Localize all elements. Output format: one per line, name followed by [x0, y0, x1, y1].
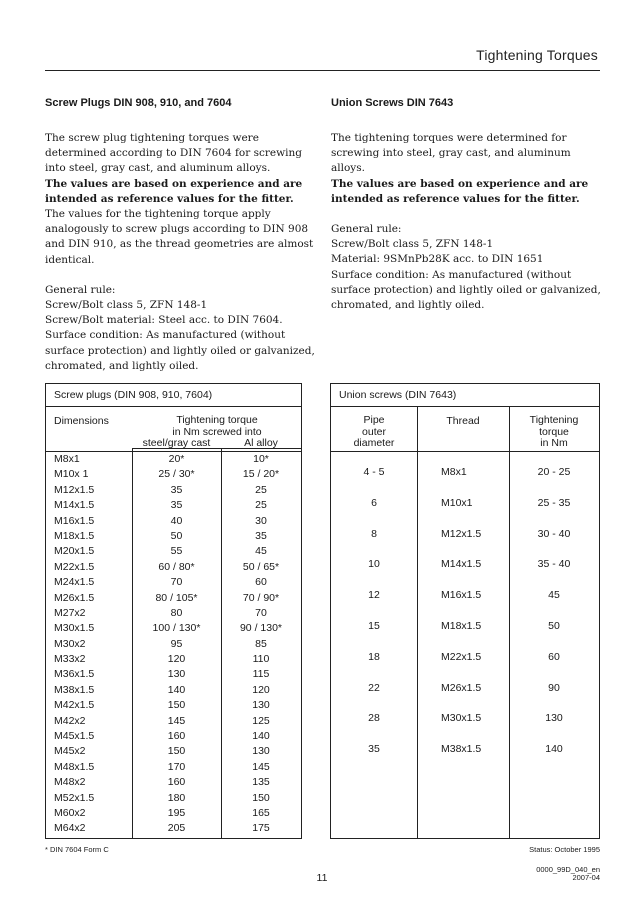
table-row — [331, 743, 599, 774]
cell-dimension: M22x1.5 — [54, 560, 95, 573]
cell-steel-torque: 160 — [167, 730, 186, 743]
table-row — [331, 712, 599, 743]
footnote: * DIN 7604 Form C — [45, 845, 109, 854]
paragraph: The values for the tightening torque apply analogously to screw plugs according to DIN 908 and DIN 910, as the thread geometries are almost identical. — [45, 208, 314, 266]
header-pipe-line2: outer — [362, 425, 386, 438]
cell-al-torque: 150 — [252, 791, 270, 804]
cell-torque: 30 - 40 — [537, 527, 571, 540]
cell-al-torque: 25 — [255, 483, 267, 496]
cell-al-torque: 50 / 65* — [242, 560, 280, 573]
paragraph: The tightening torques were determined for screwing into steel, gray cast, and aluminum alloys. — [331, 132, 571, 175]
cell-al-torque: 10* — [253, 453, 269, 465]
status-text: Status: October 1995 — [529, 845, 600, 854]
general-rule-line: Surface condition: As manufactured (without surface protection) and lightly oiled or galvanized, chromated, and lightly oiled. — [45, 329, 315, 372]
cell-steel-torque: 20* — [168, 453, 185, 465]
table-row — [46, 806, 301, 821]
caption-divider — [46, 406, 301, 407]
cell-pipe-diameter: 18 — [368, 650, 380, 663]
cell-dimension: M20x1.5 — [54, 545, 95, 558]
cell-al-torque: 125 — [252, 714, 270, 727]
cell-steel-torque: 130 — [167, 668, 186, 681]
cell-torque: 130 — [545, 712, 563, 725]
table-row — [46, 729, 301, 744]
header-tq-line1: Tightening — [529, 414, 579, 426]
header-al-alloy: Al alloy — [244, 437, 278, 449]
cell-al-torque: 15 / 20* — [242, 468, 280, 481]
cell-steel-torque: 145 — [167, 714, 186, 727]
cell-steel-torque: 95 — [170, 637, 183, 650]
header-subdivider — [132, 448, 301, 449]
table-row — [46, 514, 301, 529]
table-row — [46, 714, 301, 729]
cell-al-torque: 115 — [252, 668, 270, 681]
cell-al-torque: 130 — [252, 745, 270, 758]
cell-torque: 140 — [545, 743, 563, 756]
cell-steel-torque: 80 / 105* — [155, 591, 198, 604]
table-row — [46, 698, 301, 713]
cell-al-torque: 70 / 90* — [242, 591, 280, 604]
cell-torque: 35 - 40 — [537, 558, 571, 571]
cell-al-torque: 35 — [255, 529, 267, 542]
paragraph: The values are based on experience and are intended as reference values for the fitter. — [331, 177, 589, 205]
table-row — [46, 544, 301, 559]
cell-al-torque: 70 — [255, 606, 267, 619]
cell-steel-torque: 40 — [170, 514, 183, 527]
table-row — [46, 529, 301, 544]
cell-al-torque: 140 — [252, 730, 270, 743]
cell-torque: 25 - 35 — [537, 496, 571, 509]
table-row — [46, 483, 301, 498]
table-row — [46, 683, 301, 698]
cell-al-torque: 90 / 130* — [239, 622, 283, 635]
cell-thread: M16x1.5 — [441, 589, 482, 602]
section-title: Screw Plugs DIN 908, 910, and 7604 — [45, 97, 232, 109]
paragraph-gap — [45, 268, 317, 283]
cell-thread: M22x1.5 — [441, 650, 482, 663]
header-pipe-line1: Pipe — [363, 414, 385, 426]
cell-steel-torque: 60 / 80* — [158, 560, 195, 573]
header-rule — [45, 70, 600, 71]
cell-dimension: M64x2 — [54, 822, 86, 835]
cell-steel-torque: 150 — [167, 699, 186, 712]
cell-steel-torque: 55 — [170, 545, 183, 558]
general-rule-line: Surface condition: As manufactured (without surface protection) and lightly oiled or galvanized, chromated, and lightly oiled. — [331, 268, 601, 312]
cell-al-torque: 25 — [255, 499, 267, 512]
cell-al-torque: 130 — [252, 699, 270, 712]
document-id — [536, 866, 600, 882]
cell-dimension: M45x2 — [54, 745, 86, 758]
cell-pipe-diameter: 10 — [368, 558, 380, 571]
cell-al-torque: 145 — [252, 760, 270, 773]
cell-dimension: M26x1.5 — [54, 591, 95, 604]
general-rule-line: General rule: — [45, 283, 116, 296]
cell-steel-torque: 35 — [170, 483, 183, 496]
cell-dimension: M45x1.5 — [54, 730, 95, 743]
cell-dimension: M12x1.5 — [54, 483, 95, 496]
cell-steel-torque: 50 — [170, 529, 183, 542]
cell-pipe-diameter: 28 — [368, 712, 380, 725]
table-body — [331, 466, 599, 774]
table-row — [46, 791, 301, 806]
cell-al-torque: 60 — [255, 576, 267, 589]
screw-plugs-section — [45, 97, 317, 374]
cell-dimension: M48x1.5 — [54, 760, 95, 773]
table-caption: Screw plugs (DIN 908, 910, 7604) — [54, 389, 213, 401]
header-torque-line2: in Nm screwed into — [172, 425, 262, 438]
cell-pipe-diameter: 6 — [371, 496, 377, 509]
cell-torque: 50 — [548, 619, 560, 632]
doc-id-date: 2007-04 — [572, 873, 600, 882]
cell-dimension: M36x1.5 — [54, 668, 95, 681]
page-number: 11 — [316, 872, 328, 884]
header-tq-line3: in Nm — [540, 437, 568, 449]
cell-thread: M14x1.5 — [441, 558, 482, 571]
cell-thread: M8x1 — [441, 466, 467, 478]
general-rule-line: Screw/Bolt class 5, ZFN 148-1 — [45, 299, 208, 312]
table-row — [46, 591, 301, 606]
paragraph: The values are based on experience and are intended as reference values for the fitter. — [45, 177, 303, 205]
general-rule-line: Screw/Bolt material: Steel acc. to DIN 7604. — [45, 314, 283, 327]
cell-dimension: M30x2 — [54, 637, 86, 650]
cell-steel-torque: 150 — [167, 745, 186, 758]
caption-divider — [331, 406, 599, 407]
doc-id-code: 0000_99D_040_en — [536, 865, 600, 874]
cell-dimension: M10x 1 — [54, 468, 89, 481]
cell-thread: M18x1.5 — [441, 619, 482, 632]
general-rule-line: General rule: — [331, 223, 402, 236]
header-tightening-torque — [509, 415, 599, 450]
union-screws-section — [331, 97, 601, 313]
cell-dimension: M42x2 — [54, 714, 86, 727]
table-row — [46, 667, 301, 682]
cell-pipe-diameter: 22 — [368, 681, 380, 694]
table-row — [331, 682, 599, 713]
cell-thread: M38x1.5 — [441, 743, 482, 756]
header-tightening-torque — [132, 415, 302, 438]
header-pipe-line3: diameter — [353, 437, 395, 449]
cell-dimension: M8x1 — [54, 453, 80, 465]
cell-steel-torque: 100 / 130* — [152, 622, 201, 635]
header-tq-line2: torque — [539, 425, 569, 438]
cell-steel-torque: 80 — [170, 606, 183, 619]
table-row — [46, 452, 301, 467]
cell-steel-torque: 120 — [167, 653, 186, 666]
page-header-title: Tightening Torques — [476, 47, 598, 63]
cell-al-torque: 175 — [252, 822, 270, 835]
table-caption: Union screws (DIN 7643) — [339, 389, 457, 401]
table-row — [331, 589, 599, 620]
header-thread: Thread — [446, 415, 480, 427]
paragraph: The screw plug tightening torques were determined according to DIN 7604 for screwing into steel, gray cast, and aluminum alloys. — [45, 132, 302, 175]
cell-steel-torque: 70 — [170, 576, 183, 589]
cell-steel-torque: 195 — [167, 806, 186, 819]
table-row — [46, 821, 301, 836]
cell-dimension: M52x1.5 — [54, 791, 95, 804]
cell-steel-torque: 140 — [167, 683, 186, 696]
table-row — [331, 651, 599, 682]
table-row — [331, 558, 599, 589]
cell-torque: 45 — [548, 589, 560, 602]
cell-torque: 60 — [548, 650, 560, 663]
table-row — [46, 467, 301, 482]
cell-pipe-diameter: 8 — [371, 527, 377, 540]
table-row — [331, 497, 599, 528]
header-pipe-diameter — [331, 415, 417, 450]
cell-al-torque: 135 — [252, 776, 270, 789]
cell-dimension: M16x1.5 — [54, 514, 95, 527]
cell-steel-torque: 160 — [167, 776, 186, 789]
union-screws-table — [330, 383, 600, 839]
cell-dimension: M27x2 — [54, 606, 86, 619]
table-row — [46, 775, 301, 790]
table-row — [46, 637, 301, 652]
header-torque-line1: Tightening torque — [176, 414, 258, 426]
section-body — [331, 131, 601, 313]
header-divider — [331, 451, 599, 452]
table-row — [46, 560, 301, 575]
cell-dimension: M42x1.5 — [54, 699, 95, 712]
cell-pipe-diameter: 4 - 5 — [363, 466, 385, 478]
table-row — [46, 760, 301, 775]
table-row — [46, 652, 301, 667]
table-row — [46, 575, 301, 590]
paragraph-gap — [331, 207, 601, 222]
cell-steel-torque: 180 — [167, 791, 186, 804]
cell-pipe-diameter: 15 — [368, 619, 380, 632]
cell-dimension: M18x1.5 — [54, 529, 95, 542]
general-rule-line: Material: 9SMnPb28K acc. to DIN 1651 — [331, 253, 544, 266]
cell-dimension: M38x1.5 — [54, 683, 95, 696]
cell-steel-torque: 170 — [167, 760, 186, 773]
section-title: Union Screws DIN 7643 — [331, 97, 454, 109]
cell-dimension: M60x2 — [54, 806, 86, 819]
cell-dimension: M48x2 — [54, 776, 86, 789]
cell-dimension: M33x2 — [54, 653, 86, 666]
cell-thread: M26x1.5 — [441, 681, 482, 694]
table-row — [46, 606, 301, 621]
cell-dimension: M24x1.5 — [54, 576, 95, 589]
table-body — [46, 452, 301, 837]
cell-thread: M10x1 — [441, 496, 473, 509]
cell-pipe-diameter: 35 — [368, 743, 380, 756]
cell-al-torque: 85 — [255, 637, 267, 650]
cell-al-torque: 30 — [255, 514, 267, 527]
table-row — [46, 744, 301, 759]
section-body — [45, 131, 317, 374]
table-row — [331, 620, 599, 651]
cell-torque: 20 - 25 — [537, 466, 571, 478]
cell-thread: M12x1.5 — [441, 527, 482, 540]
table-row — [331, 528, 599, 559]
cell-torque: 90 — [548, 681, 560, 694]
cell-dimension: M14x1.5 — [54, 499, 95, 512]
cell-al-torque: 120 — [252, 683, 270, 696]
cell-al-torque: 110 — [252, 653, 270, 666]
header-steel: steel/gray cast — [142, 437, 211, 449]
screw-plugs-table — [45, 383, 302, 839]
cell-al-torque: 45 — [255, 545, 267, 558]
cell-thread: M30x1.5 — [441, 712, 482, 725]
cell-al-torque: 165 — [252, 806, 270, 819]
table-row — [46, 621, 301, 636]
header-dimensions: Dimensions — [54, 415, 109, 427]
cell-steel-torque: 35 — [170, 499, 183, 512]
cell-dimension: M30x1.5 — [54, 622, 95, 635]
cell-pipe-diameter: 12 — [368, 589, 380, 602]
table-row — [331, 466, 599, 497]
cell-steel-torque: 25 / 30* — [158, 468, 195, 481]
cell-steel-torque: 205 — [167, 822, 186, 835]
general-rule-line: Screw/Bolt class 5, ZFN 148-1 — [331, 238, 494, 251]
table-row — [46, 498, 301, 513]
